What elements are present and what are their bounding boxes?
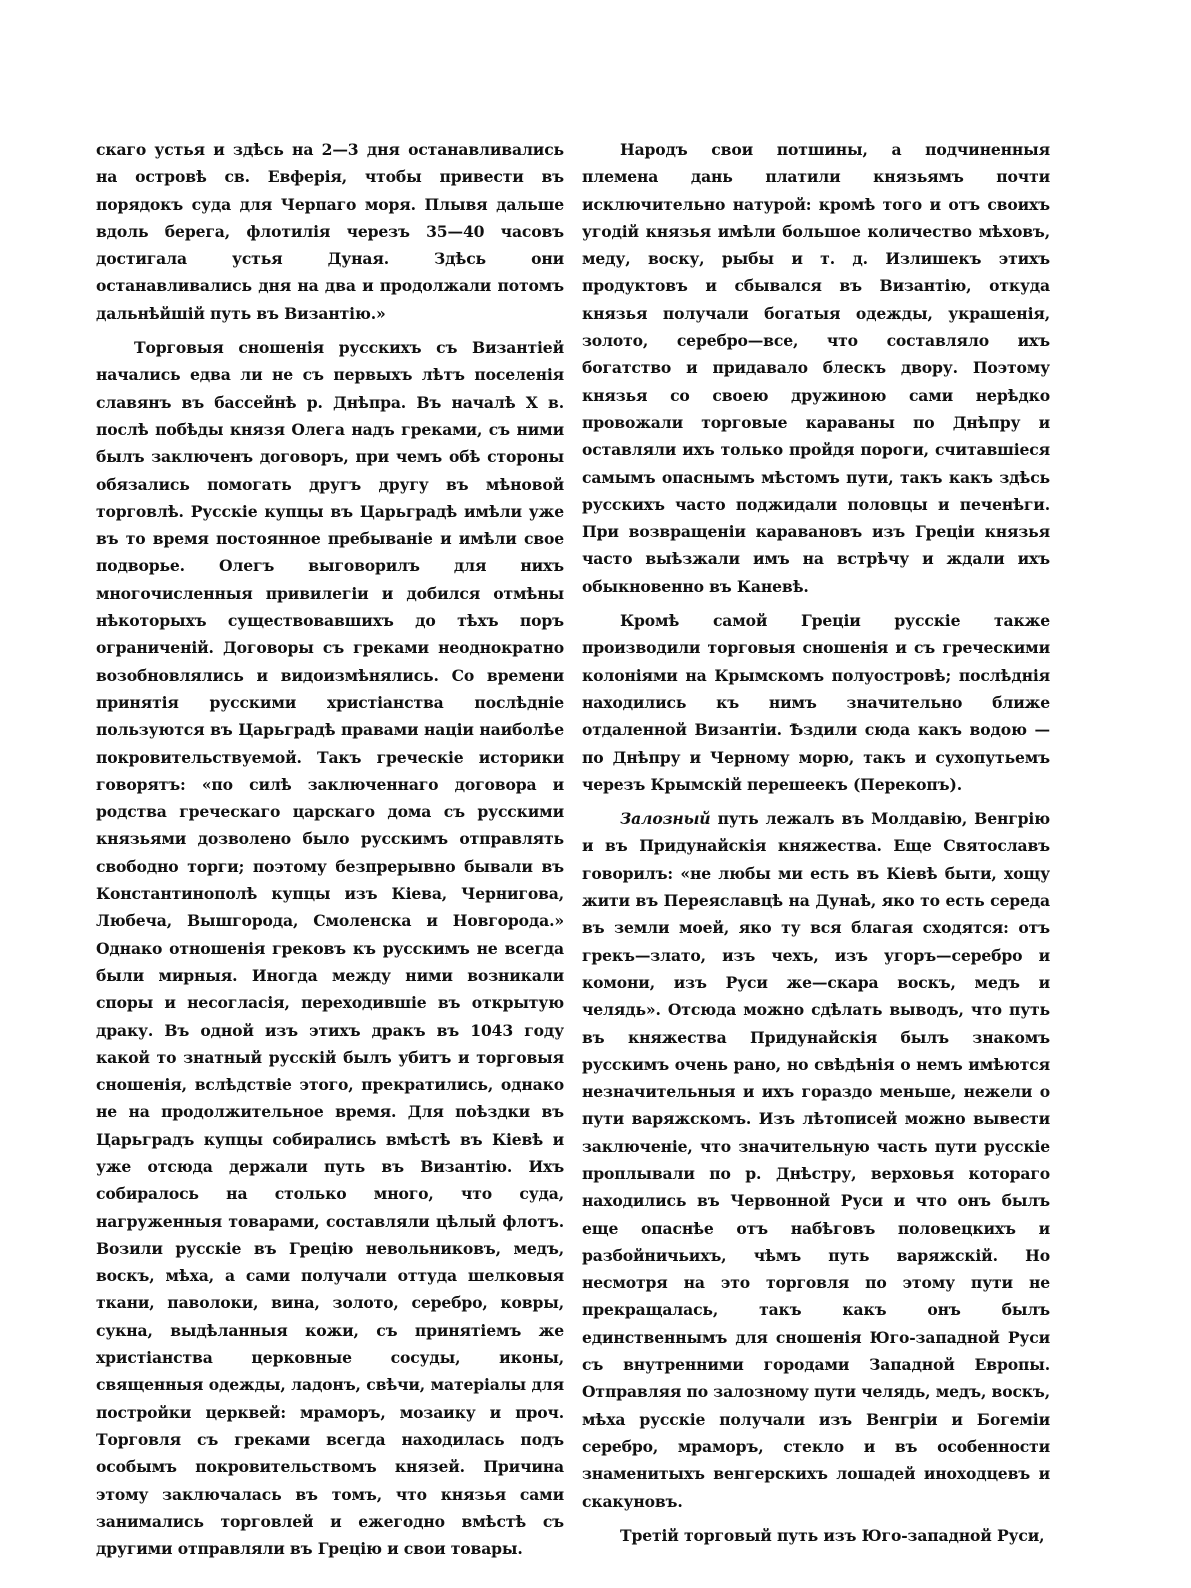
paragraph [582, 607, 1050, 798]
paragraph-text: путь лежалъ въ Молдавію, Венгрію и въ Придунайскія княжества. Еще Святославъ говорилъ: «не любы ми есть въ Кіевѣ быти, хощу жити въ Переяславцѣ на Дунаѣ, яко то есть середа въ земли моей, яко ту вся благая сходятся: отъ грекъ—злато, изъ чехъ, изъ угоръ—серебро и комони, изъ Руси же—скара воскъ, медъ и челядь». Отсюда можно сдѣлать выводъ, что путь въ княжества Придунайскія былъ знакомъ русскимъ очень рано, но свѣдѣнія о немъ имѣются незначительныя и ихъ гораздо меньше, нежели о пути варяжскомъ. Изъ лѣтописей можно вывести заключеніе, что значительную часть пути русскіе проплывали по р. Днѣстру, верховья котораго находились въ Червонной Руси и что онъ былъ еще опаснѣе отъ набѣговъ половецкихъ и разбойничьихъ, чѣмъ путь варяжскій. Но несмотря на это торговля по этому пути не прекращалась, такъ какъ онъ былъ единственнымъ для сношенія Юго-западной Руси съ внутренними городами Западной Европы. Отправляя по залозному пути челядь, медъ, воскъ, мѣха русскіе получали изъ Венгріи и Богеміи серебро, мраморъ, стекло и въ особенности знаменитыхъ венгерскихъ лошадей иноходцевъ и скакуновъ. [582, 809, 1050, 1511]
paragraph-text: Народъ свои потшины, а подчиненныя племена дань платили князьямъ почти исключительно натурой: кромѣ того и отъ своихъ угодій князья имѣли большое количество мѣховъ, меду, воску, рыбы и т. д. Излишекъ этихъ продуктовъ и сбывался въ Византію, откуда князья получали богатыя одежды, украшенія, золото, серебро—все, что составляло ихъ богатство и придавало блескъ двору. Поэтому князья со своею дружиною сами нерѣдко провожали торговые караваны по Днѣпру и оставляли ихъ только пройдя пороги, считавшіеся самымъ опаснымъ мѣстомъ пути, такъ какъ здѣсь русскихъ часто поджидали половцы и печенѣги. При возвращеніи каравановъ изъ Греціи князья часто выѣзжали имъ на встрѣчу и ждали ихъ обыкновенно въ Каневѣ. [582, 140, 1050, 596]
italic-term: Залозный [620, 809, 711, 829]
right-column [582, 136, 1050, 1545]
paragraph [582, 136, 1050, 600]
paragraph-text: Кромѣ самой Греціи русскіе также производили торговыя сношенія и съ греческими колоніями на Крымскомъ полуостровѣ; послѣднія находились къ нимъ значительно ближе отдаленной Византіи. Ѣздили сюда какъ водою — по Днѣпру и Черному морю, такъ и сухопутьемъ черезъ Крымскій перешеекъ (Перекопъ). [582, 611, 1050, 794]
paragraph: Торговыя сношенія русскихъ съ Византіей начались едва ли не съ первыхъ лѣтъ поселенія славянъ въ бассейнѣ р. Днѣпра. Въ началѣ X в. послѣ побѣды князя Олега надъ греками, съ ними былъ заключенъ договоръ, при чемъ обѣ стороны обязались помогать другъ другу въ мѣновой торговлѣ. Русскіе купцы въ Царьградѣ имѣли уже въ то время постоянное пребываніе и имѣли свое подворье. Олегъ выговорилъ для нихъ многочисленныя привилегіи и добился отмѣны нѣкоторыхъ существовавшихъ до тѣхъ поръ ограниченій. Договоры съ греками неоднократно возобновлялись и видоизмѣнялись. Со времени принятія русскими христіанства послѣдніе пользуются въ Царьградѣ правами націи наиболѣе покровительствуемой. Такъ греческіе историки говорятъ: «по силѣ заключеннаго договора и родства греческаго царскаго дома съ русскими князьями дозволено было русскимъ отправлять свободно торги; поэтому безпрерывно бывали въ Константинополѣ купцы изъ Кіева, Чернигова, Любеча, Вышгорода, Смоленска и Новгорода.» Однако отношенія грековъ къ русскимъ не всегда были мирныя. Иногда между ними возникали споры и несогласія, переходившіе въ открытую драку. Въ одной изъ этихъ дракъ въ 1043 году какой то знатный русскій былъ убитъ и торговыя сношенія, вслѣдствіе этого, прекратились, однако не на продолжительное время. Для поѣздки въ Царьградъ купцы собирались вмѣстѣ въ Кіевѣ и уже отсюда держали путь въ Византію. Ихъ собиралось на столько много, что суда, нагруженныя товарами, составляли цѣлый флотъ. Возили русскіе въ Грецію невольниковъ, медъ, воскъ, мѣха, а сами получали оттуда шелковыя ткани, паволоки, вина, золото, серебро, ковры, сукна, выдѣланныя кожи, съ принятіемъ же христіанства церковные сосуды, иконы, священныя одежды, ладонъ, свѣчи, матеріалы для постройки церквей: мраморъ, мозаику и проч. Торговля съ греками всегда находилась подъ особымъ покровительствомъ князей. Причина этому заключалась въ томъ, что князья сами занимались торговлей и ежегодно вмѣстѣ съ другими отправляли въ Грецію и свои товары. [96, 338, 564, 1559]
paragraph-text: Третій торговый путь изъ Юго-западной Руси, [620, 1525, 1045, 1545]
paragraph [582, 805, 1050, 1515]
paragraph [582, 1522, 1050, 1549]
left-column [96, 136, 564, 1559]
paragraph: скаго устья и здѣсь на 2—3 дня останавливались на островѣ св. Евферія, чтобы привести въ порядокъ суда для Черпаго моря. Плывя дальше вдоль берега, флотилія черезъ 35—40 часовъ достигала устья Дуная. Здѣсь они останавливались дня на два и продолжали потомъ дальнѣйшій путь въ Византію.» [96, 140, 564, 323]
